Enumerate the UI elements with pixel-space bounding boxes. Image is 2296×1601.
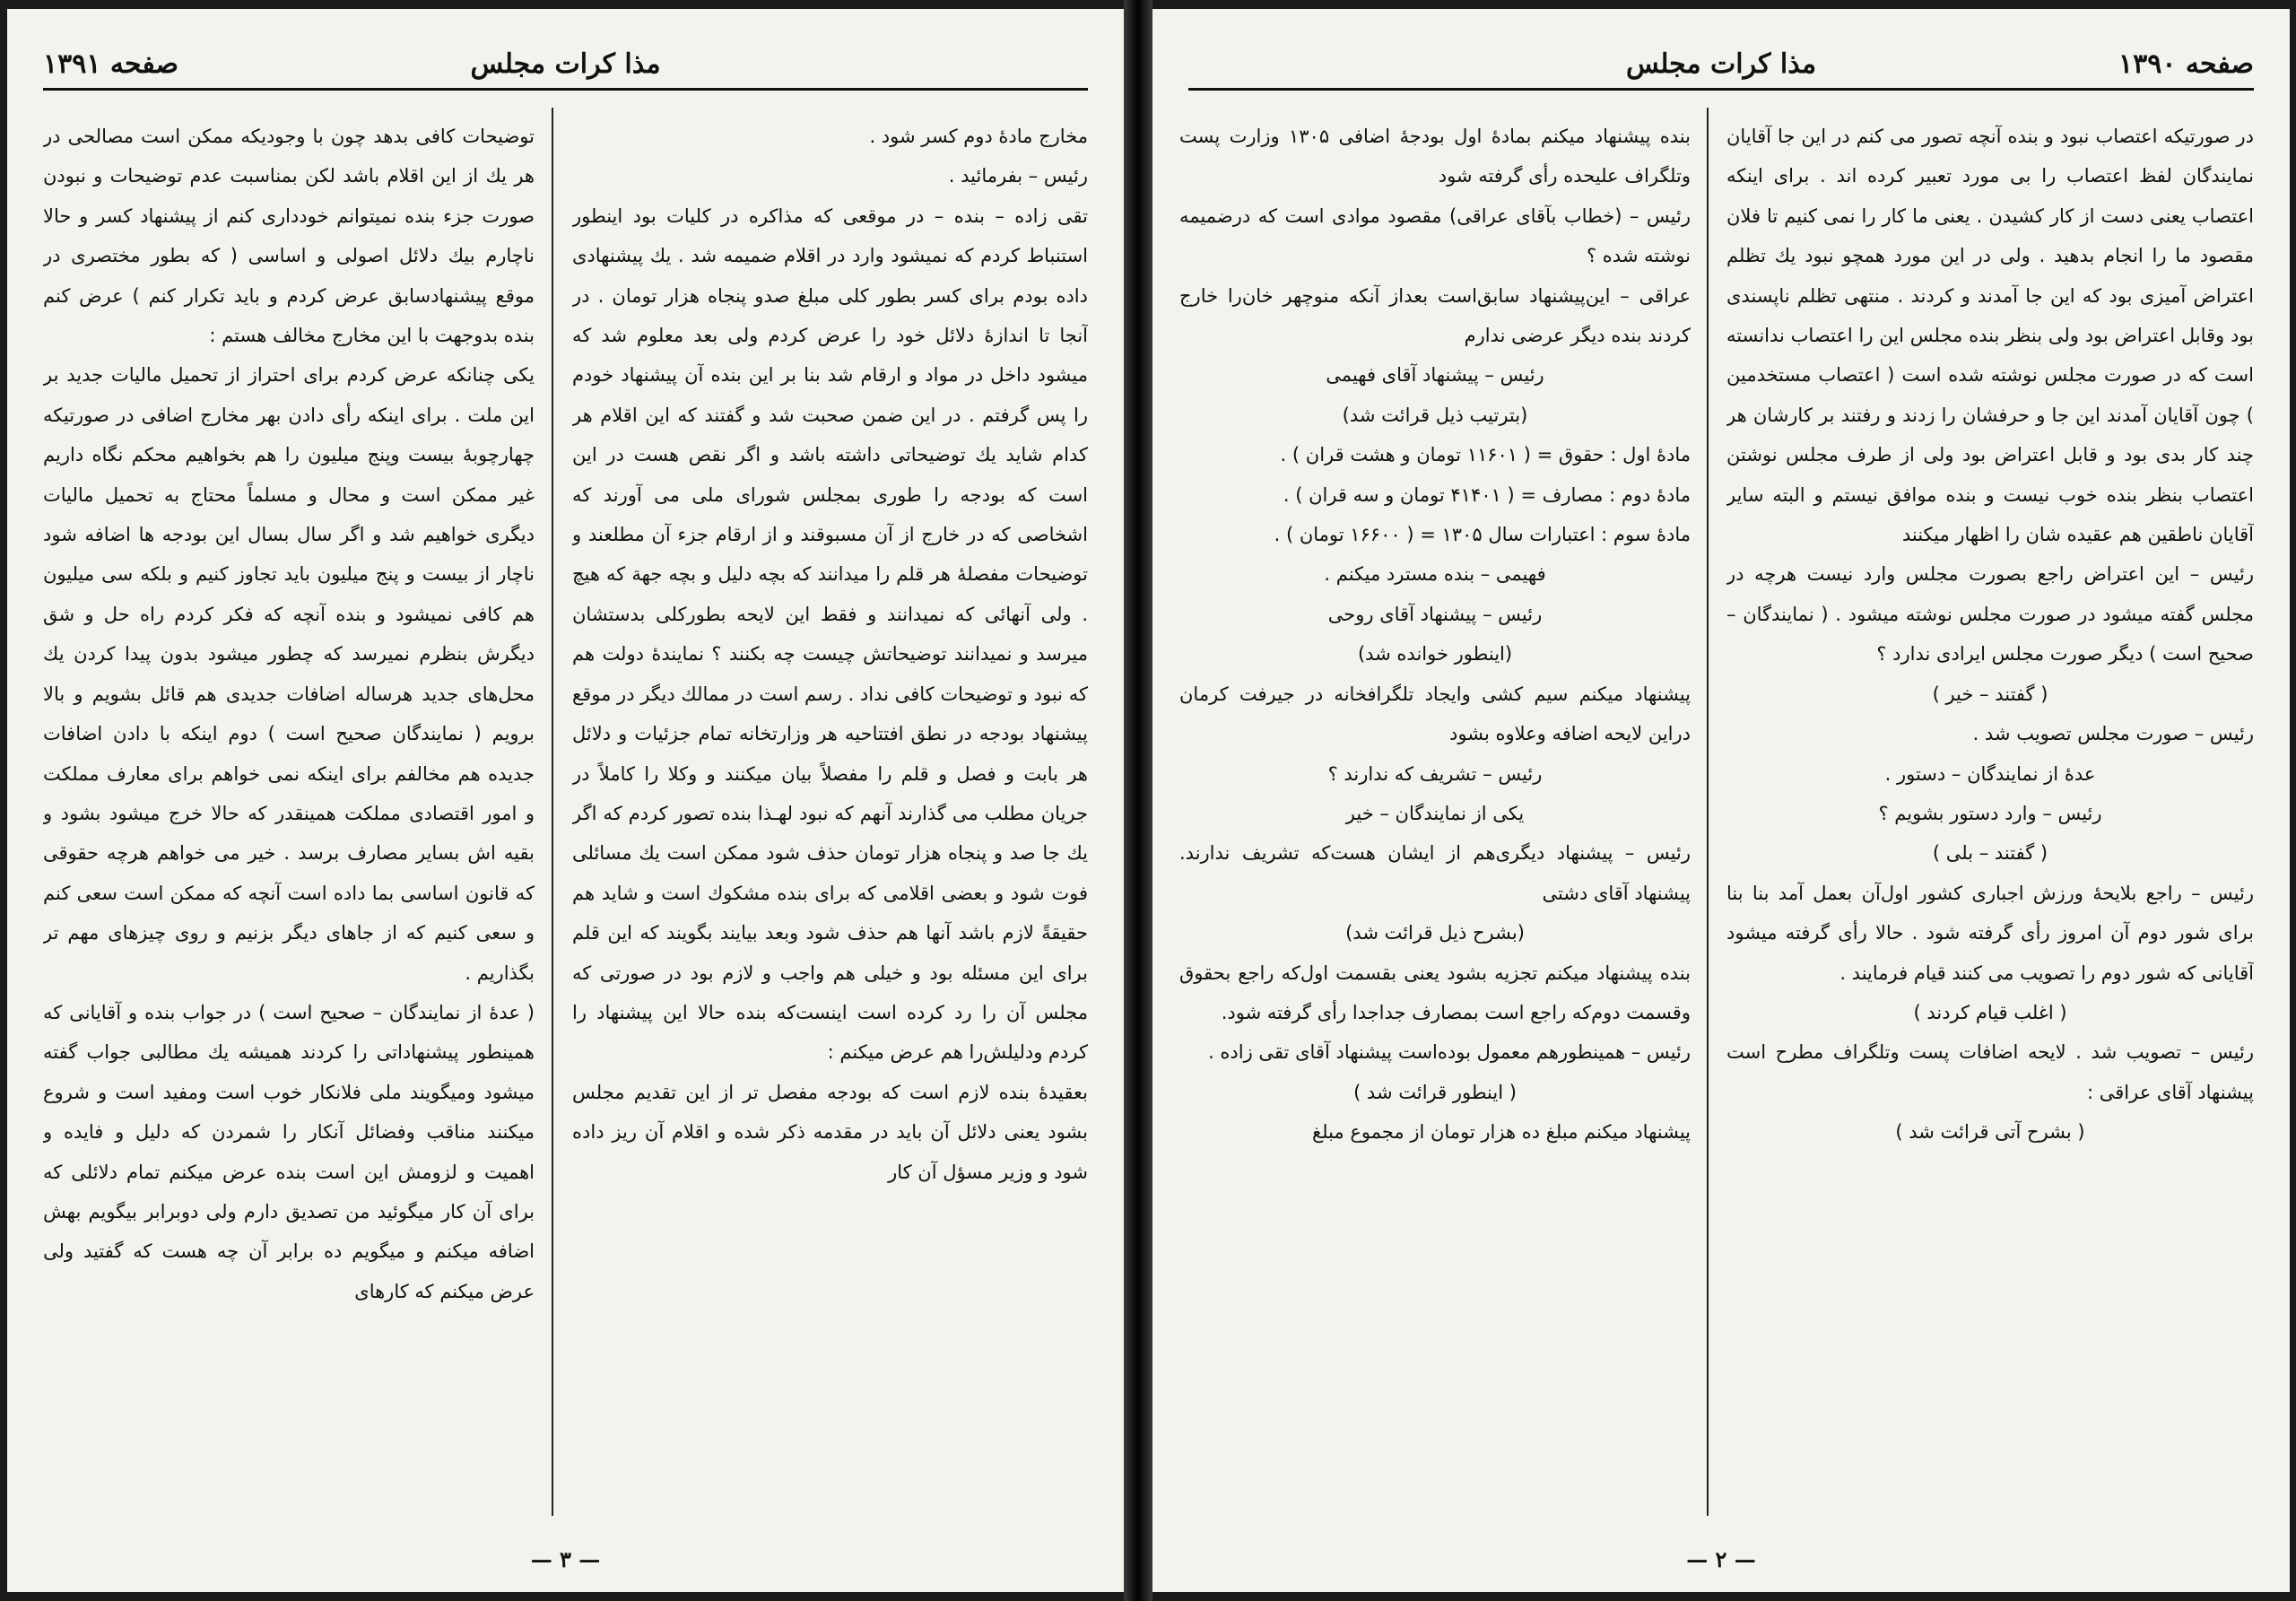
paragraph: فهیمی – بنده مسترد میکنم .: [1324, 563, 1546, 586]
paragraph: بنده پیشنهاد میکنم بمادۀ اول بودجۀ اضافی ۱۳۰۵ وزارت پست وتلگراف علیحده رأی گرفته شود: [1179, 126, 1691, 187]
paragraph: مادۀ سوم : اعتبارات سال ۱۳۰۵ = ( ۱۶۶۰۰ تومان ) .: [1274, 524, 1691, 546]
paragraph: رئیس – تصویب شد . لایحه اضافات پست وتلگراف مطرح است پیشنهاد آقای عراقی :: [1726, 1041, 2254, 1103]
right-page-left-column: [1179, 117, 1691, 1502]
paragraph: عراقی – این‌پیشنهاد سابق‌است بعداز آنکه منوچهر خان‌را خارج کردند بنده دیگر عرضی ندارم: [1179, 284, 1691, 347]
left-page-footer: — ۳ —: [530, 1546, 601, 1572]
paragraph: ( عدۀ از نمایندگان – صحیح است ) در جواب بنده و آقایانی که همینطور پیشنهاداتی را کردند همیشه یك مطالبی جواب گفته میشود ومیگویند ملی فلانکار خوب است ومفید است و شروع میکنند مناقب وفضائل آنکار را شمردن که دلیل و فایده و اهمیت و لزومش این است بنده عرض میکنم تمام دلائلی که برای آن کار میگوئید من تصدیق دارم ولی دوبرابر بیگویم بهش اضافه میکنم و میگویم ده برابر آن چه هست که گفتید ولی عرض میکنم که کارهای: [43, 1001, 535, 1302]
paragraph: (بشرح ذیل قرائت شد): [1345, 922, 1525, 944]
right-page-footer: — ۲ —: [1686, 1546, 1756, 1572]
paragraph: مخارج مادۀ دوم کسر شود .: [869, 126, 1088, 147]
right-page-right-column: [1726, 117, 2254, 1502]
paragraph: یکی چنانکه عرض کردم برای احتراز از تحمیل مالیات جدید بر این ملت . برای اینکه رأی دادن بهر مخارج اضافی در صورتیکه چهارچوبۀ بیست وپنج میلیون را هم بخواهیم محکم نگاه داریم غیر ممکن است و محال و مسلماً محتاج به تحمیل مالیات دیگری خواهیم شد و اگر سال بسال این بودجه ها اضافه شود ناچار از بیست و پنج میلیون باید تجاوز کنیم و بلکه سی میلیون هم کافی نمیشود و بنده آنچه که فکر کردم راه حل و شق دیگرش بنظرم نمیرسد که چطور میشود بدون پیدا کردن یك محل‌های جدید هرساله اضافات جدیدی هم قائل بشویم و بالا برویم ( نمایندگان صحیح است ) دوم اینکه با دادن اضافات جدیده هم مخالفم برای اینکه نمی خواهم برای معارف مملکت و امور اقتصادی مملکت همینقدر که حالا خرج میشود بشود و بقیه اش بسایر مصارف برسد . خیر می خواهم هرچه حقوقی که قانون اساسی بما داده است آنچه که ممکن است سعی کنم و سعی کنیم که از جاهای دیگر بزنیم و روی چیزهای مهم تر بگذاریم .: [43, 364, 535, 984]
paragraph: ( اغلب قیام کردند ): [1913, 1001, 2067, 1023]
paragraph: توضیحات کافی بدهد چون با وجودیکه ممکن است مصالحی در هر یك از این اقلام باشد لکن بمناسبت عدم توضیحات و نبودن صورت جزء بنده نمیتوانم خودداری کنم از پیشنهاد کسر و حالا ناچارم بیك دلائل اصولی و اساسی ( که بطور مختصری در موقع پیشنهادسابق عرض کردم و باید تکرار کنم ) عرض کنم بنده بدوجهت با این مخارج مخالف هستم :: [43, 126, 535, 347]
paragraph: رئیس – پیشنهاد آقای فهیمی: [1326, 364, 1544, 387]
right-page: [1152, 9, 2290, 1592]
right-page-number: صفحه ۱۳۹۰: [2118, 48, 2254, 80]
paragraph: رئیس – پیشنهاد دیگری‌هم از ایشان هست‌که تشریف ندارند. پیشنهاد آقای دشتی: [1179, 842, 1691, 904]
left-page-left-column: [43, 117, 535, 1502]
paragraph: رئیس – صورت مجلس تصویب شد .: [1972, 723, 2254, 745]
paragraph: ( گفتند – خیر ): [1932, 683, 2048, 705]
left-page-header: [43, 43, 1088, 91]
right-page-column-divider: [1707, 108, 1709, 1516]
paragraph: پیشنهاد میکنم مبلغ ده هزار تومان از مجموع مبلغ: [1311, 1121, 1691, 1144]
left-page-title: مذا کرات مجلس: [470, 48, 661, 80]
right-page-title: مذا کرات مجلس: [1625, 48, 1817, 80]
paragraph: عدۀ از نمایندگان – دستور .: [1884, 762, 2096, 785]
left-page-column-divider: [552, 108, 553, 1516]
paragraph: (بترتیب ذیل قرائت شد): [1342, 404, 1528, 426]
paragraph: ( اینطور قرائت شد ): [1353, 1081, 1517, 1103]
paragraph: یکی از نمایندگان – خیر: [1345, 802, 1525, 824]
paragraph: رئیس – پیشنهاد آقای روحی: [1327, 603, 1543, 625]
paragraph: رئیس – همینطورهم معمول بوده‌است پیشنهاد آقای تقی زاده .: [1208, 1041, 1691, 1064]
book-gutter: [1124, 0, 1152, 1601]
paragraph: رئیس – تشریف که ندارند ؟: [1327, 762, 1543, 785]
paragraph: رئیس – راجع بلایحۀ ورزش اجباری کشور اول‌آن بعمل آمد بنا بنا برای شور دوم آن امروز رأی گرفته شود . حالا رأی گرفته میشود آقایانی که شور دوم را تصویب می کنند قیام فرمایند .: [1726, 882, 2254, 984]
paragraph: پیشنهاد میکنم سیم کشی وایجاد تلگرافخانه در جیرفت کرمان دراین لایحه اضافه وعلاوه بشود: [1179, 683, 1691, 745]
paragraph: مادۀ دوم : مصارف = ( ۴۱۴۰۱ تومان و سه قران ) .: [1283, 483, 1691, 506]
left-page-right-column: [572, 117, 1088, 1502]
paragraph: رئیس – (خطاب بآقای عراقی) مقصود موادی است که درضمیمه نوشته شده ؟: [1179, 204, 1691, 267]
paragraph: (اینطور خوانده شد): [1357, 643, 1513, 666]
paragraph: ( گفتند – بلی ): [1932, 842, 2048, 865]
paragraph: تقی زاده – بنده – در موقعی که مذاکره در کلیات بود اینطور استنباط کردم که نمیشود وارد در اقلام ضمیمه شد . یك پیشنهادی داده بودم برای کسر بطور کلی مبلغ صدو پنجاه هزار تومان . در آنجا تا اندازۀ دلائل خود را عرض کردم ولی بعد معلوم شد که میشود داخل در مواد و ارقام شد بنا بر این بنده آن پیشنهاد خودم را پس گرفتم . در این ضمن صحبت شد و گفتند که این اقلام هر کدام شاید یك توضیحاتی داشته باشد و اگر نقص هست در این است که بودجه را طوری بمجلس شورای ملی می آورند که اشخاصی که در خارج از آن مسبوقند و از ارقام جزء آن مطلعند و توضیحات مفصلۀ هر قلم را میدانند که بچه دلیل و بچه جهة که هیچ . ولی آنهائی که نمیدانند و فقط این لایحه بطورکلی بدستشان میرسد و نمیدانند توضیحاتش چیست چه بکنند ؟ نمایندۀ دولت هم که نبود و توضیحات کافی نداد . رسم است در ممالك دیگر در موقع پیشنهاد بودجه در نطق افتتاحیه هر وزارتخانه تمام جزئیات و دلائل هر بابت و فصل و قلم را مفصلاً بیان میکنند و وکلا را کاملاً در جریان مطلب می گذارند آنهم که نبود لهـذا بنده تصور کردم که اگر یك جا صد و پنجاه هزار تومان حذف شود ممکن است یك مسائلی فوت شود و بعضی اقلامی که برای بنده مشکوك است و شاید هم حقیقةً لازم باشد آنها هم حذف شود وبعد بیایند بگویند که این قلم برای این مسئله بود و خیلی هم واجب و لازم بود در صورتی که مجلس آن را رد کرده است اینست‌که بنده حالا این پیشنهاد را کردم ودلیلش‌را هم عرض میکنم :: [572, 204, 1088, 1064]
left-page-number: صفحه ۱۳۹۱: [43, 48, 178, 80]
paragraph: رئیس – این اعتراض راجع بصورت مجلس وارد نیست هرچه در مجلس گفته میشود در صورت مجلس نوشته میشود . ( نمایندگان – صحیح است ) دیگر صورت مجلس ایرادی ندارد ؟: [1726, 563, 2254, 666]
paragraph: بنده پیشنهاد میکنم تجزیه بشود یعنی بقسمت اول‌که راجع بحقوق وقسمت دوم‌که راجع است بمصارف جداجدا رأی گرفته شود.: [1179, 961, 1691, 1023]
paragraph: در صورتیکه اعتصاب نبود و بنده آنچه تصور می کنم در این جا آقایان نمایندگان لفظ اعتصاب را بی مورد تعبیر کرده اند . برای اینکه اعتصاب یعنی دست از کار کشیدن . یعنی ما کار را نمی کنیم تا فلان مقصود ما را انجام بدهید . ولی در این مورد همچو نبود یك تظلم اعتراض آمیزی بود که این جا آمدند و کردند . منتهی تظلم ناپسندی بود وقابل اعتراض بود ولی بنظر بنده مجلس این را اعتصاب ندانسته است که در صورت مجلس نوشته شده است ( اعتصاب مستخدمین ) چون آقایان آمدند این جا و حرفشان را زدند و رفتند بر کارشان هر چند کار بدی بود و قابل اعتراض بود ولی از طرف مجلس نوشتن اعتصاب بنظر بنده خوب نیست و بنده موافق نیستم و البته سایر آقایان ناطقین هم عقیده شان را اظهار میکنند: [1726, 126, 2254, 546]
paragraph: رئیس – بفرمائید .: [948, 165, 1088, 187]
paragraph: مادۀ اول : حقوق = ( ۱۱۶۰۱ تومان و هشت قران ) .: [1280, 444, 1691, 466]
left-page: [7, 9, 1124, 1592]
paragraph: رئیس – وارد دستور بشویم ؟: [1878, 802, 2102, 824]
paragraph: بعقیدۀ بنده لازم است که بودجه مفصل تر از این تقدیم مجلس بشود یعنی دلائل آن باید در مقدمه ذکر شده و اقلام آن ریز داده شود و وزیر مسؤل آن کار: [572, 1081, 1088, 1183]
paragraph: ( بشرح آتی قرائت شد ): [1895, 1121, 2085, 1144]
right-page-header: [1188, 43, 2254, 91]
